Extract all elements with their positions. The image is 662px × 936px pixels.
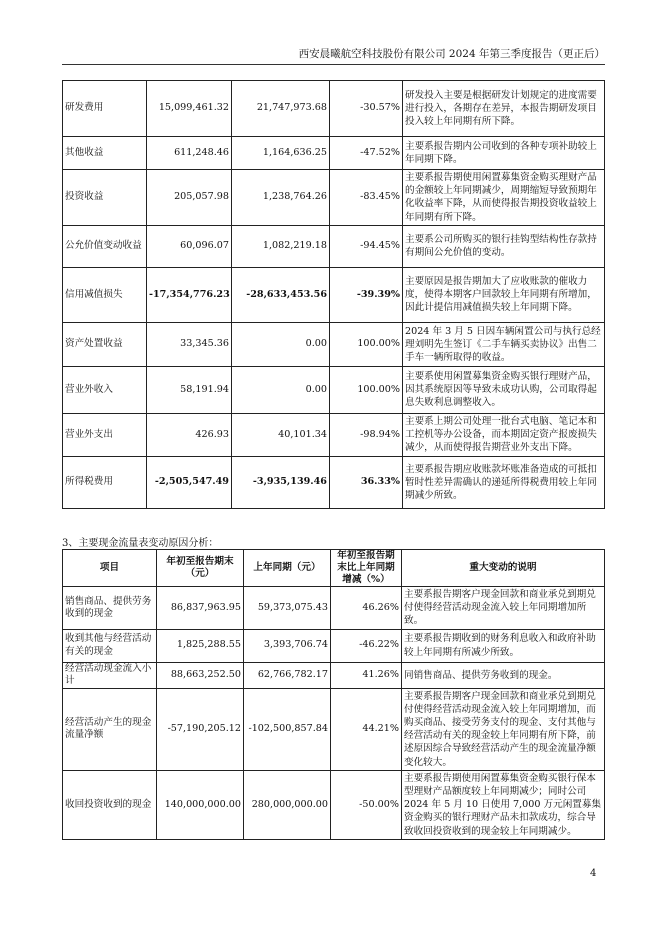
change-percent: -39.39% bbox=[330, 267, 403, 322]
item-name: 经营活动产生的现金流量净额 bbox=[63, 688, 157, 770]
change-percent: -47.52% bbox=[330, 137, 403, 170]
prior-value: 21,747,973.68 bbox=[232, 81, 330, 137]
change-explanation: 主要原因是报告期加大了应收账款的催收力度，使得本期客户回款较上年同期有所增加，因此计提信用减值损失较上年同期下降。 bbox=[403, 267, 605, 322]
change-explanation: 主要系报告期客户现金回款和商业承兑到期兑付使得经营活动现金流入较上年同期增加所致。 bbox=[402, 587, 605, 630]
change-percent: -83.45% bbox=[330, 170, 403, 226]
change-explanation: 主要系报告期收到的财务利息收入和政府补助较上年同期有所减少所致。 bbox=[402, 629, 605, 662]
change-explanation: 主要系报告期客户现金回款和商业承兑到期兑付使得经营活动现金流入较上年同期增加，而购买商品、接受劳务支付的现金、支付其他与经营活动有关的现金较上年同期有所下降，前述原因综合导致经营活动产生的现金流量净额变化较大。 bbox=[402, 688, 605, 770]
change-explanation: 主要系公司所购买的银行挂钩型结构性存款持有期间公允价值的变动。 bbox=[403, 225, 605, 267]
prior-value: 280,000,000.00 bbox=[244, 770, 331, 839]
change-explanation: 主要系上期公司处理一批台式电脑、笔记本和工控机等办公设备，而本期固定资产报废损失减少，从而使得报告期营业外支出下降。 bbox=[403, 413, 605, 456]
item-name: 收到其他与经营活动有关的现金 bbox=[63, 629, 157, 662]
prior-value: -28,633,453.56 bbox=[232, 267, 330, 322]
current-value: 33,345.36 bbox=[147, 322, 232, 366]
cashflow-row bbox=[63, 688, 605, 770]
item-name: 资产处置收益 bbox=[63, 322, 147, 366]
change-percent: 44.21% bbox=[331, 688, 402, 770]
change-percent: 36.33% bbox=[330, 456, 403, 508]
income-row bbox=[63, 322, 605, 366]
change-explanation: 主要系报告期内公司收到的各种专项补助较上年同期下降。 bbox=[403, 137, 605, 170]
header-item: 项目 bbox=[63, 550, 157, 587]
change-percent: -98.94% bbox=[330, 413, 403, 456]
prior-value: 0.00 bbox=[232, 322, 330, 366]
income-row bbox=[63, 366, 605, 413]
change-percent: 41.26% bbox=[331, 662, 402, 688]
change-percent: 46.26% bbox=[331, 587, 402, 630]
prior-value: 1,082,219.18 bbox=[232, 225, 330, 267]
cashflow-changes-table bbox=[62, 549, 605, 840]
prior-value: -102,500,857.84 bbox=[244, 688, 331, 770]
item-name: 所得税费用 bbox=[63, 456, 147, 508]
header-change: 年初至报告期末比上年同期增减（%） bbox=[331, 550, 402, 587]
current-value: 205,057.98 bbox=[147, 170, 232, 226]
current-value: 15,099,461.32 bbox=[147, 81, 232, 137]
header-current: 年初至报告期末（元） bbox=[157, 550, 244, 587]
change-explanation: 主要系报告期使用闲置募集资金购买银行保本型理财产品额度较上年同期减少；同时公司 2024 年 5 月 10 日使用 7,000 万元闲置募集资金购买的银行理财产品未扣款成功，综合导致收回投资收到的现金较上年同期减少。 bbox=[402, 770, 605, 839]
item-name: 信用减值损失 bbox=[63, 267, 147, 322]
header-explanation: 重大变动的说明 bbox=[402, 550, 605, 587]
cashflow-section-title: 3、主要现金流量表变动原因分析： bbox=[62, 538, 219, 549]
prior-value: 40,101.34 bbox=[232, 413, 330, 456]
prior-value: 1,238,764.26 bbox=[232, 170, 330, 226]
change-percent: -30.57% bbox=[330, 81, 403, 137]
prior-value: 3,393,706.74 bbox=[244, 629, 331, 662]
change-percent: -46.22% bbox=[331, 629, 402, 662]
current-value: 140,000,000.00 bbox=[157, 770, 244, 839]
current-value: 60,096.07 bbox=[147, 225, 232, 267]
current-value: -57,190,205.12 bbox=[157, 688, 244, 770]
item-name: 研发费用 bbox=[63, 81, 147, 137]
prior-value: 62,766,782.17 bbox=[244, 662, 331, 688]
income-row bbox=[63, 456, 605, 508]
change-percent: -94.45% bbox=[330, 225, 403, 267]
item-name: 投资收益 bbox=[63, 170, 147, 226]
income-row bbox=[63, 413, 605, 456]
change-percent: 100.00% bbox=[330, 322, 403, 366]
prior-value: 1,164,636.25 bbox=[232, 137, 330, 170]
current-value: 58,191.94 bbox=[147, 366, 232, 413]
page-number: 4 bbox=[590, 868, 597, 879]
prior-value: 0.00 bbox=[232, 366, 330, 413]
cashflow-row bbox=[63, 770, 605, 839]
item-name: 公允价值变动收益 bbox=[63, 225, 147, 267]
item-name: 营业外收入 bbox=[63, 366, 147, 413]
item-name: 收回投资收到的现金 bbox=[63, 770, 157, 839]
cashflow-row bbox=[63, 587, 605, 630]
item-name: 经营活动现金流入小计 bbox=[63, 662, 157, 688]
change-explanation: 主要系报告期应收账款坏账准备造成的可抵扣暂时性差异需确认的递延所得税费用较上年同期减少所致。 bbox=[403, 456, 605, 508]
current-value: 611,248.46 bbox=[147, 137, 232, 170]
change-explanation: 主要系报告期使用闲置募集资金购买理财产品的金额较上年同期减少，周期缩短导致预期年化收益率下降，从而使得报告期投资收益较上年同期有所下降。 bbox=[403, 170, 605, 226]
current-value: 426.93 bbox=[147, 413, 232, 456]
change-explanation: 2024 年 3 月 5 日因车辆闲置公司与执行总经理刘明先生签订《二手车辆买卖协议》出售二手车一辆所取得的收益。 bbox=[403, 322, 605, 366]
change-percent: -50.00% bbox=[331, 770, 402, 839]
prior-value: -3,935,139.46 bbox=[232, 456, 330, 508]
current-value: -2,505,547.49 bbox=[147, 456, 232, 508]
prior-value: 59,373,075.43 bbox=[244, 587, 331, 630]
income-row bbox=[63, 137, 605, 170]
income-row bbox=[63, 225, 605, 267]
current-value: 1,825,288.55 bbox=[157, 629, 244, 662]
item-name: 销售商品、提供劳务收到的现金 bbox=[63, 587, 157, 630]
header-prior: 上年同期（元） bbox=[244, 550, 331, 587]
change-explanation: 主要系使用闲置募集资金购买银行理财产品，因其系统原因等导致未成功认购，公司取得起息失败利息调整收入。 bbox=[403, 366, 605, 413]
income-row bbox=[63, 81, 605, 137]
income-row bbox=[63, 267, 605, 322]
current-value: 86,837,963.95 bbox=[157, 587, 244, 630]
page-header: 西安晨曦航空科技股份有限公司 2024 年第三季度报告（更正后） bbox=[62, 46, 605, 65]
cashflow-row bbox=[63, 662, 605, 688]
change-explanation: 同销售商品、提供劳务收到的现金。 bbox=[402, 662, 605, 688]
cashflow-row bbox=[63, 629, 605, 662]
change-percent: 100.00% bbox=[330, 366, 403, 413]
income-changes-table bbox=[62, 80, 605, 509]
current-value: 88,663,252.50 bbox=[157, 662, 244, 688]
change-explanation: 研发投入主要是根据研发计划规定的进度需要进行投入，各期存在差异，本报告期研发项目投入较上年同期有所下降。 bbox=[403, 81, 605, 137]
item-name: 其他收益 bbox=[63, 137, 147, 170]
item-name: 营业外支出 bbox=[63, 413, 147, 456]
current-value: -17,354,776.23 bbox=[147, 267, 232, 322]
income-row bbox=[63, 170, 605, 226]
